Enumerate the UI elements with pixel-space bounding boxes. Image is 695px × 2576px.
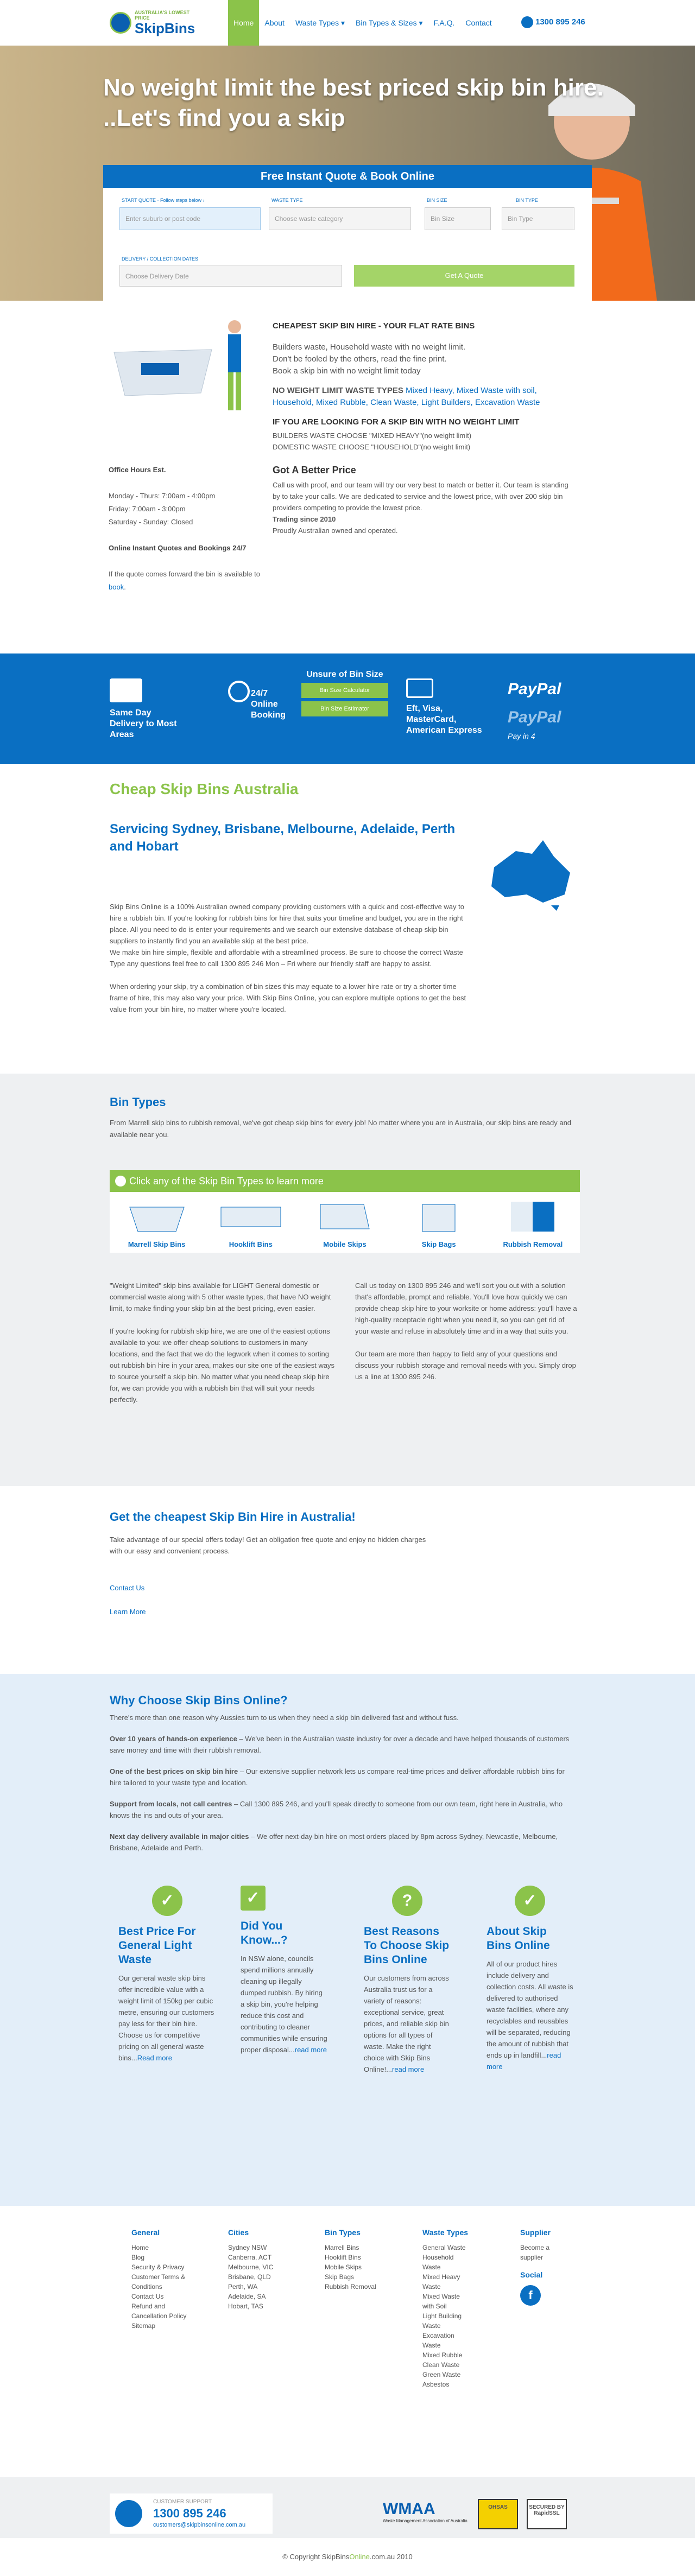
learn-more-link[interactable]: Learn More <box>110 1608 146 1616</box>
why-choose-section <box>0 1674 695 2206</box>
footer-link[interactable]: Security & Privacy <box>131 2263 185 2271</box>
nav-waste-types[interactable]: Waste Types ▾ <box>295 18 345 27</box>
footer-links <box>0 2206 695 2477</box>
office-hours: Office Hours Est. Monday - Thurs: 7:00am - 4:00pm Friday: 7:00am - 3:00pm Saturday - Sunday: Closed Online Instant Quotes and Bookings 24/7 If the quote comes forward the bin is available to book. <box>109 466 260 591</box>
read-more-link[interactable]: read more <box>392 2065 425 2073</box>
quote-form <box>103 165 592 301</box>
intro-line-1: Builders waste, Household waste with no weight limit. <box>273 342 466 352</box>
date-label: DELIVERY / COLLECTION DATES <box>122 256 199 262</box>
main-nav <box>228 0 497 46</box>
read-more-link[interactable]: read more <box>486 2051 561 2071</box>
bin-type-select[interactable]: Bin Type <box>502 207 574 230</box>
nav-bin-types[interactable]: Bin Types & Sizes ▾ <box>356 18 423 27</box>
bin-types-left-col <box>110 1280 338 1405</box>
nav-about[interactable]: About <box>264 18 285 27</box>
footer-col-supplier <box>520 2228 569 2306</box>
card-best-price <box>118 1886 216 2064</box>
why-point-text: – We've been in the Australian waste industry for over a decade and have helped thousands of customers save money and time with their rubbish removal. <box>110 1735 570 1754</box>
contact-us-link[interactable]: Contact Us <box>110 1584 145 1592</box>
clock-icon <box>228 681 250 702</box>
nav-contact[interactable]: Contact <box>465 18 492 27</box>
get-cheapest-title: Get the cheapest Skip Bin Hire in Australia! <box>110 1510 356 1524</box>
waste-type-label: WASTE TYPE <box>271 198 303 203</box>
footer-link[interactable]: Melbourne, VIC <box>228 2263 274 2271</box>
facebook-icon[interactable]: f <box>520 2285 541 2306</box>
footer-link[interactable]: Sitemap <box>131 2322 156 2330</box>
cheap-paragraph-1: Skip Bins Online is a 100% Australian owned company providing customers with a quick and cost-effective way to hire a rubbish bin. If you're looking for rubbish bins for hire that suits your timeline and budget, you are in the right place. All you need to do is enter your requirements and we search our extensive database of cheap skip bin suppliers to instantly find you an available skip at the best price. <box>110 903 464 945</box>
truck-icon <box>110 678 142 702</box>
no-weight-types[interactable]: Mixed Heavy, Mixed Waste with soil, Household, Mixed Rubble, Clean Waste, Light Builders, Excavation Waste <box>273 386 540 407</box>
footer-heading: Cities <box>228 2228 249 2237</box>
footer-link[interactable]: Excavation Waste <box>422 2332 454 2349</box>
bin-types-right-2: Our team are more than happy to field any of your questions and discuss your rubbish storage and removal needs with you. Simply drop us a line at 1300 895 246. <box>355 1350 576 1381</box>
unsure-bin-size: Unsure of Bin Size <box>306 670 383 679</box>
cheap-title: Cheap Skip Bins Australia <box>110 781 299 797</box>
footer-link[interactable]: Blog <box>131 2254 145 2261</box>
marrell-bin-icon <box>124 1196 189 1235</box>
bin-types-title: Bin Types <box>110 1095 166 1109</box>
footer-link[interactable]: Rubbish Removal <box>325 2283 376 2291</box>
hours-line: Friday: 7:00am - 3:00pm <box>109 505 186 513</box>
bin-types-banner-text: Click any of the Skip Bin Types to learn more <box>129 1176 324 1187</box>
bin-size-estimator-button[interactable]: Bin Size Estimator <box>301 701 388 716</box>
paypal-logo-2: PayPal <box>508 708 561 726</box>
why-points <box>110 1712 577 1863</box>
footer-heading: Supplier <box>520 2228 551 2237</box>
header-phone-number: 1300 895 246 <box>535 17 585 27</box>
footer-link[interactable]: Household Waste <box>422 2254 454 2271</box>
rubbish-removal-icon <box>500 1196 565 1235</box>
card-text: In NSW alone, councils spend millions annually cleaning up illegally dumped rubbish. By hiring a skip bin, you're helping reduce this cost and contributing to cleaner communities while ensuring proper disposal... <box>241 1955 327 2054</box>
cheapest-heading: CHEAPEST SKIP BIN HIRE - YOUR FLAT RATE BINS <box>273 321 475 331</box>
become-supplier-link[interactable]: Become a supplier <box>520 2244 550 2261</box>
tile-label: Rubbish Removal <box>503 1240 563 1248</box>
footer-link[interactable]: Mobile Skips <box>325 2263 362 2271</box>
footer-link[interactable]: Brisbane, QLD <box>228 2273 271 2281</box>
info-icon <box>115 1176 126 1187</box>
why-point-title: Next day delivery available in major cities <box>110 1832 249 1841</box>
tile-label: Skip Bags <box>421 1240 456 1248</box>
better-price-text: Call us with proof, and our team will try our very best to match or better it. Our team is standing by to take your calls. We are dedicated to service and the lowest price, with over 200 skip bin providers competing to provide the lowest price. <box>273 481 568 512</box>
online-booking: 24/7 Online Booking <box>251 689 286 720</box>
intro-section <box>0 301 695 653</box>
header-phone[interactable] <box>521 16 585 28</box>
paypal-logo: PayPal <box>508 680 561 698</box>
nav-faq[interactable]: F.A.Q. <box>433 18 455 27</box>
bin-type-tiles <box>110 1192 580 1253</box>
why-point-title: Over 10 years of hands-on experience <box>110 1735 237 1743</box>
wmaa-logo <box>383 2500 467 2523</box>
skip-bag-icon <box>406 1196 471 1235</box>
better-price-heading: Got A Better Price <box>273 465 356 475</box>
copyright <box>0 2538 695 2576</box>
cheap-paragraph-3: When ordering your skip, try a combination of bin sizes this may equate to a lower hire rate or try a shorter time frame of hire, this may also vary your price. With Skip Bins Online, you can explore multiple options to get the best value from your bin hire, no matter where you're located. <box>110 982 466 1013</box>
hero-headline: No weight limit the best priced skip bin hire. ..Let's find you a skip <box>103 74 604 131</box>
footer-link[interactable]: Perth, WA <box>228 2283 258 2291</box>
card-title: About Skip Bins Online <box>486 1925 550 1952</box>
forward-text: If the quote comes forward the bin is available to <box>109 570 260 578</box>
logo-badge-icon <box>110 12 131 34</box>
read-more-link[interactable]: read more <box>294 2046 327 2054</box>
bin-types-section <box>0 1074 695 1486</box>
tile-rubbish[interactable] <box>492 1192 573 1253</box>
footer-link[interactable]: Green Waste <box>422 2371 461 2378</box>
footer-link[interactable]: Clean Waste <box>422 2361 460 2369</box>
logo-text: SkipBins <box>135 20 195 36</box>
bin-size-calculator-button[interactable]: Bin Size Calculator <box>301 683 388 698</box>
start-quote-label: START QUOTE · Follow steps below › <box>122 198 205 203</box>
footer-link[interactable]: Mixed Rubble <box>422 2351 463 2359</box>
bin-types-right-col <box>355 1280 580 1382</box>
pay-in-4: Pay in 4 <box>508 732 535 740</box>
footer-bottom <box>0 2477 695 2538</box>
looking-heading: IF YOU ARE LOOKING FOR A SKIP BIN WITH NO WEIGHT LIMIT <box>273 417 520 427</box>
why-lead: There's more than one reason why Aussies turn to us when they need a skip bin delivered fast and without fuss. <box>110 1714 459 1722</box>
wmaa-subtitle: Waste Management Association of Australia <box>383 2518 467 2523</box>
footer-link[interactable]: Customer Terms & Conditions <box>131 2273 186 2291</box>
get-cheapest-section <box>0 1486 695 1674</box>
bin-size-label: BIN SIZE <box>427 198 447 203</box>
footer-link[interactable]: Hooklift Bins <box>325 2254 361 2261</box>
card-text: All of our product hires include delivery and collection costs. All waste is delivered to authorised waste facilities, where any recyclables and reusables will be separated, reducing the amount of rubbish that ends up in landfill... <box>486 1960 573 2059</box>
quote-form-title: Free Instant Quote & Book Online <box>103 165 592 188</box>
features-band <box>0 653 695 764</box>
wmaa-text: WMAA <box>383 2500 435 2518</box>
tile-bags[interactable] <box>398 1192 479 1253</box>
read-more-link[interactable]: Read more <box>137 2054 172 2062</box>
no-weight-heading: NO WEIGHT LIMIT WASTE TYPES <box>273 386 403 395</box>
copyright-post: .com.au 2010 <box>369 2553 413 2561</box>
waste-type-select[interactable]: Choose waste category <box>269 207 411 230</box>
why-point-title: Support from locals, not call centres <box>110 1800 232 1808</box>
paypal-logos <box>508 675 561 740</box>
logo-tagline: AUSTRALIA'S LOWEST PRICE <box>135 10 190 21</box>
footer-link[interactable]: Asbestos <box>422 2381 450 2388</box>
footer-link[interactable]: Home <box>131 2244 149 2251</box>
tile-marrell[interactable] <box>116 1192 198 1253</box>
hero <box>0 46 695 301</box>
delivery-date-input[interactable]: Choose Delivery Date <box>119 265 342 287</box>
cheap-skip-bins-section <box>0 764 695 1074</box>
footer-link[interactable]: Light Building Waste <box>422 2312 462 2330</box>
domestic-waste-line: DOMESTIC WASTE CHOOSE "HOUSEHOLD"(no weight limit) <box>273 443 471 451</box>
intro-line-2: Don't be fooled by the others, read the fine print. <box>273 354 447 364</box>
online-quotes-title: Online Instant Quotes and Bookings 24/7 <box>109 544 247 552</box>
footer-link[interactable]: Marrell Bins <box>325 2244 359 2251</box>
builders-waste-line: BUILDERS WASTE CHOOSE "MIXED HEAVY"(no weight limit) <box>273 432 472 440</box>
support-label: CUSTOMER SUPPORT <box>153 2499 212 2505</box>
footer-col-cities <box>228 2228 282 2311</box>
intro-right <box>273 319 577 536</box>
why-point-text: – Call 1300 895 246, and you'll speak directly to someone from our own team, right here in Australia, who knows the ins and outs of your area. <box>110 1800 563 1819</box>
cheap-paragraph-2: We make bin hire simple, flexible and affordable with a streamlined process. Be sure to choose the correct Waste Type any questions feel free to call 1300 895 246 Mon – Fri where our friendly staff are happy to assist. <box>110 948 463 968</box>
why-point-text: – We offer next-day bin hire on most orders placed by 8pm across Sydney, Newcastle, Melbourne, Brisbane, Adelaide and Perth. <box>110 1832 558 1852</box>
same-day-delivery: Same Day Delivery to Most Areas <box>110 708 177 739</box>
ohsas-badge: OHSAS <box>478 2499 518 2529</box>
customer-support-box <box>110 2493 273 2534</box>
card-text: Our general waste skip bins offer incredible value with a weight limit of 150kg per cubic metre, ensuring our customers pay less for their bin hire. Choose us for competitive pricing on all general waste bins... <box>118 1974 214 2062</box>
skip-bin-illustration <box>109 339 217 398</box>
copyright-green: Online <box>349 2553 370 2561</box>
footer-heading: Bin Types <box>325 2228 361 2237</box>
card-text: Our customers from across Australia trust us for a variety of reasons: exceptional service, great prices, and reliable skip bin options for all types of waste. Make the right choice with Skip Bins Online!... <box>364 1974 449 2073</box>
footer-col-bins <box>325 2228 379 2292</box>
tile-label: Marrell Skip Bins <box>128 1240 186 1248</box>
card-title: Did You Know...? <box>241 1920 288 1946</box>
footer-link[interactable]: General Waste <box>422 2244 466 2251</box>
footer-link[interactable]: Hobart, TAS <box>228 2302 263 2310</box>
copyright-pre: © Copyright SkipBins <box>282 2553 350 2561</box>
suburb-input[interactable]: Enter suburb or post code <box>119 207 261 230</box>
footer-link[interactable]: Refund and Cancellation Policy <box>131 2302 187 2320</box>
bin-size-helper <box>301 670 388 720</box>
checkbox-icon: ✓ <box>241 1886 266 1911</box>
why-title: Why Choose Skip Bins Online? <box>110 1693 288 1707</box>
book-link[interactable]: book <box>109 583 124 591</box>
intro-line-3: Book a skip bin with no weight limit today <box>273 366 421 376</box>
tile-hooklift[interactable] <box>210 1192 292 1253</box>
footer-link[interactable]: Sydney NSW <box>228 2244 267 2251</box>
bin-type-label: BIN TYPE <box>516 198 538 203</box>
footer-heading: Waste Types <box>422 2228 469 2237</box>
mobile-skip-icon <box>312 1196 377 1235</box>
bin-types-banner <box>110 1170 580 1192</box>
footer-link[interactable]: Canberra, ACT <box>228 2254 272 2261</box>
card-title: Best Reasons To Choose Skip Bins Online <box>364 1925 450 1966</box>
hours-line: Monday - Thurs: 7:00am - 4:00pm <box>109 492 216 500</box>
bin-types-left-2: If you're looking for rubbish skip hire, we are one of the easiest options available to you: we offer cheap solutions to customers in many locations, and the fact that we do the legwork when it comes to sorting out rubbish bin hire in your area, makes our site one of the easiest ways to source yourself a skip bin. No matter what you need cheap skip hire for, we can provide you with a rubbish bin that will suit your needs perfectly. <box>110 1327 335 1404</box>
owned-text: Proudly Australian owned and operated. <box>273 526 398 535</box>
tile-label: Hooklift Bins <box>229 1240 273 1248</box>
support-phone[interactable]: 1300 895 246 <box>153 2507 226 2520</box>
tile-label: Mobile Skips <box>323 1240 367 1248</box>
servicing-cities[interactable]: Servicing Sydney, Brisbane, Melbourne, Adelaide, Perth and Hobart <box>110 822 456 854</box>
nav-home[interactable]: Home <box>228 0 259 46</box>
rapidssl-badge: SECURED BY RapidSSL <box>527 2499 567 2529</box>
footer-link[interactable]: Mixed Waste with Soil <box>422 2293 460 2310</box>
footer-link[interactable]: Mixed Heavy Waste <box>422 2273 460 2291</box>
cheap-body <box>110 901 468 1015</box>
footer-heading: Social <box>520 2270 543 2279</box>
card-title: Best Price For General Light Waste <box>118 1925 196 1966</box>
footer-link[interactable]: Skip Bags <box>325 2273 355 2281</box>
bin-types-right-1: Call us today on 1300 895 246 and we'll sort you out with a solution that's affordable, prompt and reliable. You'll love how quickly we can provide cheap skip hire to your worksite or home address: you'll have a high-quality receptacle right when you need it, so you can get rid of your waste and refuse in absolutely time and in a way that suits you. <box>355 1281 577 1335</box>
card-about <box>486 1886 573 2072</box>
footer-heading: General <box>131 2228 160 2237</box>
support-email[interactable]: customers@skipbinsonline.com.au <box>153 2522 246 2528</box>
card-best-reasons <box>364 1886 451 2075</box>
get-quote-button[interactable]: Get A Quote <box>354 265 574 287</box>
payment-methods: Eft, Visa, MasterCard, American Express <box>406 704 482 735</box>
footer-col-waste <box>422 2228 471 2389</box>
footer-col-general <box>131 2228 197 2331</box>
hours-line: Saturday - Sunday: Closed <box>109 518 193 526</box>
bin-size-select[interactable]: Bin Size <box>425 207 491 230</box>
bin-types-left-1: "Weight Limited" skip bins available for LIGHT General domestic or commercial waste along with 5 other waste types, that have NO weight limit, to make finding your skip bin at the best pricing, even easier. <box>110 1281 331 1312</box>
trading-since: Trading since 2010 <box>273 515 336 523</box>
bin-types-intro: From Marrell skip bins to rubbish removal, we've got cheap skip bins for every job! No matter where you are in Australia, our skip bins are ready and available near you. <box>110 1119 572 1139</box>
lifebuoy-icon <box>115 2500 142 2527</box>
footer-link[interactable]: Adelaide, SA <box>228 2293 266 2300</box>
phone-icon <box>521 16 533 28</box>
footer-link[interactable]: Contact Us <box>131 2293 164 2300</box>
card-did-you-know <box>241 1886 327 2055</box>
hooklift-bin-icon <box>218 1196 283 1235</box>
credit-card-icon <box>406 678 433 698</box>
why-point-title: One of the best prices on skip bin hire <box>110 1767 238 1775</box>
why-point-text: – Our extensive supplier network lets us compare real-time prices and deliver affordable rubbish bins for hire tailored to your waste type and location. <box>110 1767 565 1787</box>
worker-figure <box>224 317 245 415</box>
question-icon: ? <box>392 1886 422 1916</box>
get-cheapest-text: Take advantage of our special offers today! Get an obligation free quote and enjoy no hidden charges with our easy and convenient process. <box>110 1536 426 1555</box>
site-header <box>0 0 695 46</box>
check-icon: ✓ <box>152 1886 182 1916</box>
australia-map <box>483 835 576 911</box>
badge-check-icon: ✓ <box>515 1886 545 1916</box>
office-hours-title: Office Hours Est. <box>109 466 166 474</box>
tile-mobile[interactable] <box>304 1192 386 1253</box>
logo[interactable] <box>114 10 195 36</box>
